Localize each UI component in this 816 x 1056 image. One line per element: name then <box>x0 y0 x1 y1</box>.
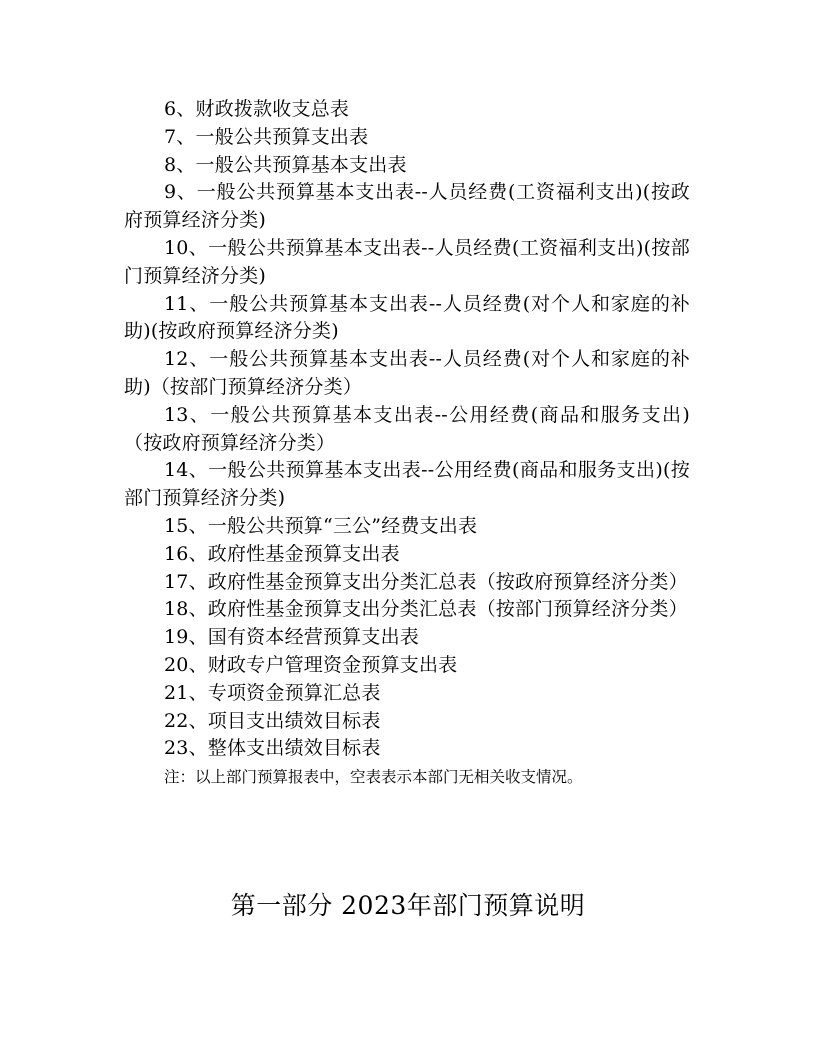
list-item: 11、一般公共预算基本支出表--人员经费(对个人和家庭的补助)(按政府预算经济分类) <box>124 292 690 343</box>
list-item: 23、整体支出绩效目标表 <box>164 737 381 760</box>
list-item: 12、一般公共预算基本支出表--人员经费(对个人和家庭的补助)（按部门预算经济分类） <box>124 348 690 398</box>
list-item: 20、财政专户管理资金预算支出表 <box>164 653 458 676</box>
report-list <box>0 96 816 789</box>
list-item: 21、专项资金预算汇总表 <box>164 681 381 704</box>
section-title: 第一部分 2023年部门预算说明 <box>230 891 586 920</box>
list-item: 13、一般公共预算基本支出表--公用经费(商品和服务支出)（按政府预算经济分类） <box>124 403 690 454</box>
list-item: 18、政府性基金预算支出分类汇总表（按部门预算经济分类） <box>164 598 688 621</box>
list-item: 7、一般公共预算支出表 <box>164 125 369 148</box>
list-item: 19、国有资本经营预算支出表 <box>164 626 419 649</box>
list-item: 8、一般公共预算基本支出表 <box>164 153 407 176</box>
footnote: 注：以上部门预算报表中，空表表示本部门无相关收支情况。 <box>164 768 583 787</box>
list-item: 22、项目支出绩效目标表 <box>164 709 381 732</box>
list-item: 16、政府性基金预算支出表 <box>164 542 400 565</box>
list-item: 9、一般公共预算基本支出表--人员经费(工资福利支出)(按政府预算经济分类) <box>124 181 690 232</box>
list-item: 14、一般公共预算基本支出表--公用经费(商品和服务支出)(按部门预算经济分类) <box>124 459 690 510</box>
list-item: 10、一般公共预算基本支出表--人员经费(工资福利支出)(按部门预算经济分类) <box>124 236 690 287</box>
list-item: 15、一般公共预算“三公”经费支出表 <box>164 514 478 537</box>
list-item: 17、政府性基金预算支出分类汇总表（按政府预算经济分类） <box>164 570 688 593</box>
list-item: 6、财政拨款收支总表 <box>164 98 350 120</box>
